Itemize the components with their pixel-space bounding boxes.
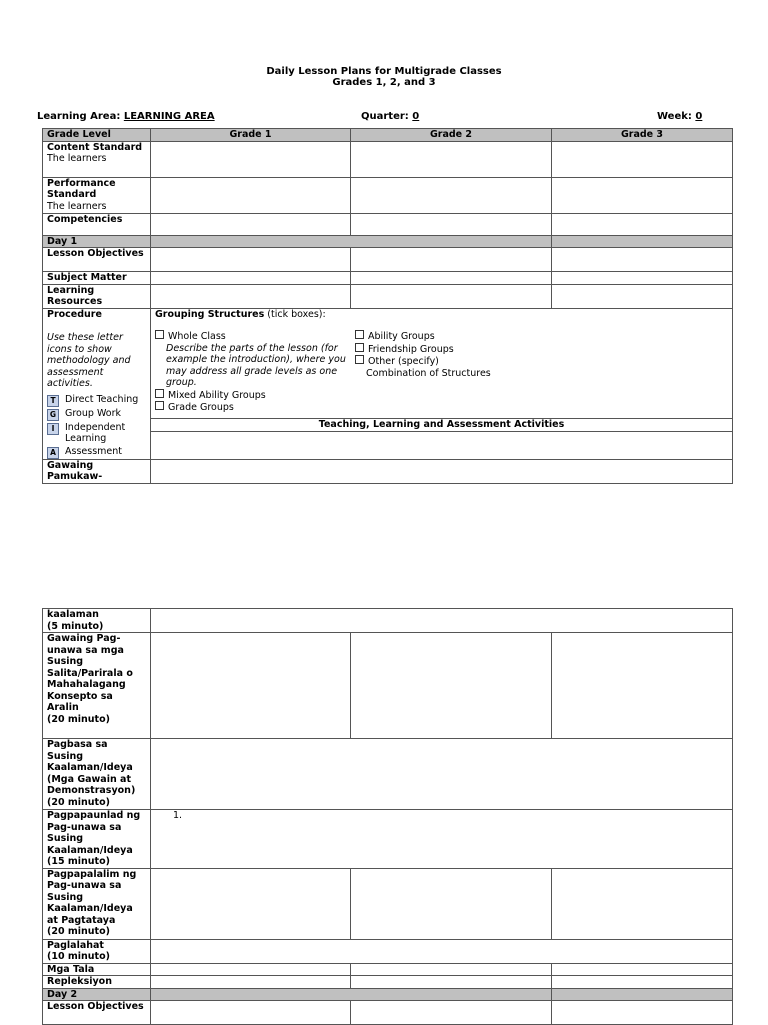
grouping-column-2 xyxy=(355,330,555,414)
table-row xyxy=(43,810,733,869)
other-label: Other (specify) xyxy=(368,356,439,367)
table-row xyxy=(43,272,733,285)
kaalaman-time: (5 minuto) xyxy=(47,620,104,632)
week xyxy=(657,111,702,122)
checkbox-icon[interactable] xyxy=(155,401,164,410)
combination-label: Combination of Structures xyxy=(366,367,491,379)
quarter xyxy=(361,111,419,122)
table-row xyxy=(43,963,733,976)
procedure-note: Use these letter icons to show methodology and assessment activities. xyxy=(47,332,131,389)
row-label-performance-standard xyxy=(43,177,151,213)
cell xyxy=(151,609,733,633)
cell xyxy=(552,988,733,1001)
day-1-label: Day 1 xyxy=(43,235,151,248)
grouping-structures-cell xyxy=(151,308,733,419)
mixed-ability-option[interactable] xyxy=(155,389,355,402)
lesson-plan-table-continued xyxy=(42,608,733,1025)
content-standard-sub: The learners xyxy=(47,153,107,164)
week-value: 0 xyxy=(695,111,703,122)
cell xyxy=(552,272,733,285)
col-grade-3: Grade 3 xyxy=(552,129,733,142)
icon-legend xyxy=(47,394,146,459)
cell xyxy=(351,248,552,272)
checkbox-icon[interactable] xyxy=(355,343,364,352)
friendship-groups-label: Friendship Groups xyxy=(368,343,454,355)
gawaing-pamukaw-label: Gawaing Pamukaw- xyxy=(43,459,151,483)
cell xyxy=(151,963,351,976)
kaalaman-cell xyxy=(43,609,151,633)
learning-area-value: LEARNING AREA xyxy=(123,111,215,122)
grouping-column-1 xyxy=(155,330,355,414)
gawaing-pag-unawa-label: Gawaing Pag-unawa sa mga Susing Salita/Parirala o Mahahalagang Konsepto sa Aralin xyxy=(47,633,133,713)
cell xyxy=(151,213,351,235)
cell xyxy=(351,177,552,213)
lesson-objectives-label: Lesson Objectives xyxy=(43,248,151,272)
checkbox-icon[interactable] xyxy=(355,330,364,339)
independent-learning-icon: I xyxy=(47,423,59,435)
procedure-label: Procedure xyxy=(47,308,102,320)
grouping-options xyxy=(155,330,728,414)
grouping-title-label: Grouping Structures xyxy=(155,308,265,320)
table-row xyxy=(43,284,733,308)
direct-teaching-icon: T xyxy=(47,395,59,407)
cell xyxy=(552,284,733,308)
cell xyxy=(151,432,733,459)
group-work-label: Group Work xyxy=(65,407,121,419)
cell xyxy=(151,248,351,272)
mixed-ability-label: Mixed Ability Groups xyxy=(168,389,266,401)
grade-groups-option[interactable] xyxy=(155,401,355,414)
cell xyxy=(151,988,552,1001)
cell xyxy=(151,141,351,177)
competencies-label: Competencies xyxy=(43,213,151,235)
lesson-plan-table xyxy=(42,128,733,484)
subject-matter-label: Subject Matter xyxy=(43,272,151,285)
cell xyxy=(351,141,552,177)
col-grade-level: Grade Level xyxy=(43,129,151,142)
table-row xyxy=(43,633,733,739)
grouping-title-suffix: (tick boxes): xyxy=(267,308,326,320)
cell xyxy=(151,272,351,285)
checkbox-icon[interactable] xyxy=(155,389,164,398)
whole-class-label: Whole Class xyxy=(168,331,226,342)
pagbasa-time: (20 minuto) xyxy=(47,796,110,808)
mga-tala-label: Mga Tala xyxy=(43,963,151,976)
list-item-number: 1. xyxy=(173,810,183,821)
cell xyxy=(552,141,733,177)
legend-item xyxy=(47,422,146,445)
cell xyxy=(151,459,733,483)
cell xyxy=(552,633,733,739)
pagpapaunlad-content xyxy=(151,810,733,869)
cell xyxy=(151,633,351,739)
cell xyxy=(351,633,552,739)
table-row xyxy=(43,141,733,177)
cell xyxy=(351,213,552,235)
col-grade-1: Grade 1 xyxy=(151,129,351,142)
cell xyxy=(351,284,552,308)
cell xyxy=(552,976,733,989)
pagbasa-label: Pagbasa sa Susing Kaalaman/Ideya (Mga Gawain at Demonstrasyon) xyxy=(47,739,136,796)
document-subtitle: Grades 1, 2, and 3 xyxy=(332,77,436,88)
whole-class-description: Describe the parts of the lesson (for example the introduction), where you may address all grade levels as one group. xyxy=(166,342,346,388)
table-row xyxy=(43,868,733,939)
group-work-icon: G xyxy=(47,409,59,421)
cell xyxy=(552,213,733,235)
paglalahat-label: Paglalahat xyxy=(47,939,104,951)
other-option[interactable] xyxy=(355,355,555,368)
cell xyxy=(151,939,733,963)
checkbox-icon[interactable] xyxy=(355,355,364,364)
cell xyxy=(351,963,552,976)
cell xyxy=(552,235,733,248)
ability-groups-label: Ability Groups xyxy=(368,331,435,342)
pagbasa-cell xyxy=(43,739,151,810)
ability-groups-option[interactable] xyxy=(355,330,555,343)
cell xyxy=(151,868,351,939)
pagpapaunlad-label: Pagpapaunlad ng Pag-unawa sa Susing Kaalaman/Ideya xyxy=(47,810,141,856)
table-row xyxy=(43,939,733,963)
procedure-row xyxy=(43,308,733,419)
content-standard-label: Content Standard xyxy=(47,141,143,153)
row-label-content-standard xyxy=(43,141,151,177)
table-row xyxy=(43,459,733,483)
cell xyxy=(151,284,351,308)
cell xyxy=(351,868,552,939)
quarter-value: 0 xyxy=(412,111,420,122)
grouping-title xyxy=(155,309,728,321)
cell xyxy=(151,177,351,213)
table-row xyxy=(43,213,733,235)
cell xyxy=(151,739,733,810)
gawaing-pag-unawa-time: (20 minuto) xyxy=(47,713,110,725)
checkbox-icon[interactable] xyxy=(155,330,164,339)
repleksiyon-label: Repleksiyon xyxy=(43,976,151,989)
direct-teaching-label: Direct Teaching xyxy=(65,393,139,405)
pagpapaunlad-time: (15 minuto) xyxy=(47,856,110,867)
day-row xyxy=(43,988,733,1001)
learning-area-label: Learning Area: xyxy=(37,111,121,122)
table-row xyxy=(43,976,733,989)
legend-item xyxy=(47,408,146,421)
legend-item xyxy=(47,446,146,459)
performance-standard-label: Performance Standard xyxy=(47,177,116,200)
performance-standard-sub: The learners xyxy=(47,200,107,212)
table-row xyxy=(43,609,733,633)
quarter-label: Quarter: xyxy=(361,111,409,122)
week-label: Week: xyxy=(657,111,692,122)
legend-item xyxy=(47,394,146,407)
whole-class-option[interactable] xyxy=(155,330,355,343)
learning-area xyxy=(37,111,215,122)
paglalahat-time: (10 minuto) xyxy=(47,951,110,962)
col-grade-2: Grade 2 xyxy=(351,129,552,142)
assessment-label: Assessment xyxy=(65,445,122,457)
table-header-row xyxy=(43,129,733,142)
independent-learning-label: Independent Learning xyxy=(65,421,126,444)
cell xyxy=(151,235,552,248)
cell xyxy=(552,963,733,976)
cell xyxy=(552,1001,733,1025)
activities-header: Teaching, Learning and Assessment Activities xyxy=(151,419,733,432)
day-row xyxy=(43,235,733,248)
friendship-groups-option[interactable] xyxy=(355,343,555,356)
procedure-cell xyxy=(43,308,151,459)
learning-resources-label: Learning Resources xyxy=(43,284,151,308)
cell xyxy=(151,1001,351,1025)
cell xyxy=(351,272,552,285)
table-row xyxy=(43,177,733,213)
pagpapalalim-cell xyxy=(43,868,151,939)
table-row xyxy=(43,1001,733,1025)
kaalaman-label: kaalaman xyxy=(47,609,99,620)
grade-groups-label: Grade Groups xyxy=(168,402,234,413)
table-row xyxy=(43,739,733,810)
pagpapalalim-label: Pagpapalalim ng Pag-unawa sa Susing Kaalaman/Ideya at Pagtataya xyxy=(47,868,137,926)
pagpapalalim-time: (20 minuto) xyxy=(47,926,110,937)
cell xyxy=(151,976,351,989)
table-row xyxy=(43,248,733,272)
cell xyxy=(351,1001,552,1025)
cell xyxy=(552,248,733,272)
cell xyxy=(552,177,733,213)
paglalahat-cell xyxy=(43,939,151,963)
assessment-icon: A xyxy=(47,447,59,459)
day-2-label: Day 2 xyxy=(43,988,151,1001)
cell xyxy=(351,976,552,989)
day-2-lesson-objectives-label: Lesson Objectives xyxy=(43,1001,151,1025)
gawaing-pag-unawa-cell xyxy=(43,633,151,739)
pagpapaunlad-cell xyxy=(43,810,151,869)
cell xyxy=(552,868,733,939)
document-title: Daily Lesson Plans for Multigrade Classes xyxy=(266,66,502,77)
